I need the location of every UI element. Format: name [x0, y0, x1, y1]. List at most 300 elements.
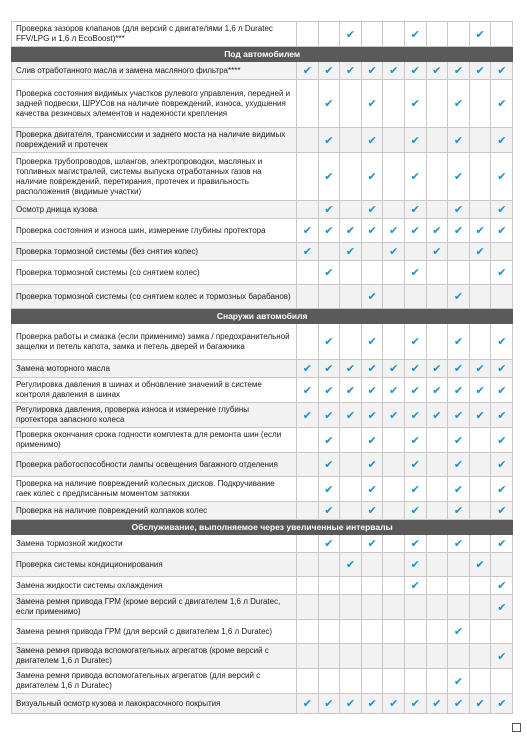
interval-cell: [491, 285, 513, 309]
interval-cell: [426, 243, 448, 261]
interval-cell: [469, 261, 491, 285]
operation-description: Визуальный осмотр кузова и лакокрасочного покрытия: [12, 694, 297, 714]
table-row: [12, 285, 513, 309]
interval-cell: [448, 620, 470, 644]
check-mark-icon: ✔: [410, 134, 420, 147]
interval-cell: [318, 553, 340, 577]
interval-cell: [297, 62, 319, 80]
interval-cell: [297, 378, 319, 403]
interval-cell: [318, 261, 340, 285]
section-title: Под автомобилем: [12, 47, 513, 62]
operation-description: Проверка трубопроводов, шлангов, электропроводки, масляных и топливных магистралей, системы выпуска отработанных газов на наличие повреждений, перетирания, протечек и правильность расположения (видимые участки): [12, 153, 297, 201]
interval-cell: [383, 153, 405, 201]
interval-cell: [426, 201, 448, 219]
interval-cell: [448, 285, 470, 309]
interval-cell: [297, 80, 319, 128]
check-mark-icon: ✔: [389, 409, 399, 422]
interval-cell: [318, 219, 340, 243]
table-row: [12, 22, 513, 47]
operation-description: Замена ремня привода вспомогательных агрегатов (для версий с двигателем 1,6 л Duratec): [12, 669, 297, 694]
interval-cell: [297, 243, 319, 261]
check-mark-icon: ✔: [410, 538, 420, 550]
table-row: [12, 669, 513, 694]
interval-cell: [318, 453, 340, 477]
interval-cell: [318, 22, 340, 47]
interval-cell: [426, 153, 448, 201]
check-mark-icon: ✔: [410, 559, 420, 571]
table-row: [12, 261, 513, 285]
interval-cell: [448, 553, 470, 577]
interval-cell: [318, 80, 340, 128]
interval-cell: [361, 535, 383, 553]
interval-cell: [383, 243, 405, 261]
check-mark-icon: ✔: [453, 626, 464, 638]
check-mark-icon: ✔: [453, 459, 464, 471]
interval-cell: [383, 644, 405, 669]
interval-cell: [448, 261, 470, 285]
interval-cell: [340, 428, 362, 453]
table-row: [12, 324, 513, 360]
interval-cell: [383, 219, 405, 243]
table-row: [12, 219, 513, 243]
interval-cell: [318, 428, 340, 453]
interval-cell: [426, 553, 448, 577]
check-mark-icon: ✔: [324, 434, 334, 447]
interval-cell: [448, 669, 470, 694]
interval-cell: [297, 22, 319, 47]
interval-cell: [404, 219, 426, 243]
interval-cell: [340, 261, 362, 285]
interval-cell: [383, 360, 405, 378]
interval-cell: [426, 477, 448, 502]
check-mark-icon: ✔: [453, 65, 464, 77]
check-mark-icon: ✔: [497, 698, 507, 710]
interval-cell: [426, 669, 448, 694]
interval-cell: [383, 535, 405, 553]
interval-cell: [448, 201, 470, 219]
interval-cell: [426, 403, 448, 428]
check-mark-icon: ✔: [367, 98, 377, 110]
check-mark-icon: ✔: [453, 363, 464, 375]
operation-description: Проверка тормозной системы (со снятием колес): [12, 261, 297, 285]
maintenance-schedule: [11, 21, 512, 714]
check-mark-icon: ✔: [410, 225, 420, 237]
operation-description: Замена ремня привода ГРМ (для версий с двигателем 1,6 л Duratec): [12, 620, 297, 644]
interval-cell: [297, 428, 319, 453]
check-mark-icon: ✔: [345, 409, 356, 422]
check-mark-icon: ✔: [410, 698, 420, 710]
interval-cell: [491, 644, 513, 669]
check-mark-icon: ✔: [475, 65, 485, 77]
interval-cell: [404, 644, 426, 669]
interval-cell: [491, 694, 513, 714]
interval-cell: [426, 595, 448, 620]
table-row: [12, 62, 513, 80]
interval-cell: [426, 644, 448, 669]
interval-cell: [426, 128, 448, 153]
check-mark-icon: ✔: [453, 98, 464, 110]
interval-cell: [361, 502, 383, 520]
interval-cell: [469, 22, 491, 47]
interval-cell: [426, 378, 448, 403]
check-mark-icon: ✔: [367, 384, 377, 397]
interval-cell: [361, 577, 383, 595]
check-mark-icon: ✔: [367, 225, 377, 237]
check-mark-icon: ✔: [497, 505, 507, 517]
interval-cell: [491, 219, 513, 243]
interval-cell: [383, 378, 405, 403]
interval-cell: [469, 694, 491, 714]
check-mark-icon: ✔: [367, 459, 377, 471]
check-mark-icon: ✔: [453, 225, 464, 237]
interval-cell: [361, 378, 383, 403]
check-mark-icon: ✔: [389, 698, 399, 710]
interval-cell: [340, 80, 362, 128]
interval-cell: [404, 153, 426, 201]
check-mark-icon: ✔: [497, 336, 507, 348]
check-mark-icon: ✔: [389, 65, 399, 77]
interval-cell: [318, 669, 340, 694]
interval-cell: [318, 243, 340, 261]
operation-description: Проверка работоспособности лампы освещения багажного отделения: [12, 453, 297, 477]
interval-cell: [340, 669, 362, 694]
interval-cell: [404, 595, 426, 620]
interval-cell: [361, 553, 383, 577]
interval-cell: [318, 62, 340, 80]
check-mark-icon: ✔: [367, 363, 377, 375]
interval-cell: [491, 62, 513, 80]
interval-cell: [297, 694, 319, 714]
interval-cell: [318, 153, 340, 201]
check-mark-icon: ✔: [302, 698, 312, 710]
check-mark-icon: ✔: [389, 246, 399, 258]
check-mark-icon: ✔: [410, 459, 420, 471]
interval-cell: [340, 620, 362, 644]
table-row: [12, 243, 513, 261]
resize-handle[interactable]: [512, 723, 521, 732]
operation-description: Слив отработанного масла и замена масляного фильтра****: [12, 62, 297, 80]
interval-cell: [318, 535, 340, 553]
interval-cell: [448, 502, 470, 520]
table-row: [12, 128, 513, 153]
interval-cell: [340, 553, 362, 577]
interval-cell: [297, 153, 319, 201]
interval-cell: [361, 694, 383, 714]
interval-cell: [404, 535, 426, 553]
check-mark-icon: ✔: [367, 204, 377, 216]
check-mark-icon: ✔: [432, 384, 442, 397]
interval-cell: [297, 669, 319, 694]
check-mark-icon: ✔: [475, 246, 485, 258]
check-mark-icon: ✔: [453, 538, 464, 550]
check-mark-icon: ✔: [324, 363, 334, 375]
interval-cell: [404, 403, 426, 428]
interval-cell: [340, 62, 362, 80]
table-row: [12, 153, 513, 201]
interval-cell: [318, 285, 340, 309]
interval-cell: [448, 694, 470, 714]
interval-cell: [426, 535, 448, 553]
interval-cell: [469, 477, 491, 502]
interval-cell: [491, 535, 513, 553]
operation-description: Проверка двигателя, трансмиссии и заднего моста на наличие видимых повреждений и протечек: [12, 128, 297, 153]
operation-description: Замена ремня привода вспомогательных агрегатов (кроме версий с двигателем 1,6 л Duratec): [12, 644, 297, 669]
interval-cell: [318, 403, 340, 428]
check-mark-icon: ✔: [497, 483, 507, 496]
interval-cell: [340, 285, 362, 309]
interval-cell: [491, 502, 513, 520]
check-mark-icon: ✔: [367, 505, 377, 517]
interval-cell: [404, 694, 426, 714]
operation-description: Проверка зазоров клапанов (для версий с двигателями 1,6 л Duratec FFV/LPG и 1,6 л EcoBoost)***: [12, 22, 297, 47]
check-mark-icon: ✔: [432, 363, 442, 375]
interval-cell: [383, 577, 405, 595]
table-row: [12, 428, 513, 453]
check-mark-icon: ✔: [453, 409, 464, 422]
interval-cell: [361, 153, 383, 201]
table-row: [12, 201, 513, 219]
check-mark-icon: ✔: [345, 384, 356, 397]
interval-cell: [404, 22, 426, 47]
check-mark-icon: ✔: [324, 171, 334, 183]
interval-cell: [491, 128, 513, 153]
interval-cell: [491, 595, 513, 620]
check-mark-icon: ✔: [453, 384, 464, 397]
check-mark-icon: ✔: [410, 505, 420, 517]
check-mark-icon: ✔: [367, 171, 377, 183]
interval-cell: [404, 261, 426, 285]
operation-description: Замена жидкости системы охлаждения: [12, 577, 297, 595]
interval-cell: [361, 644, 383, 669]
check-mark-icon: ✔: [497, 538, 507, 550]
interval-cell: [340, 22, 362, 47]
check-mark-icon: ✔: [410, 65, 420, 77]
check-mark-icon: ✔: [302, 246, 312, 258]
interval-cell: [383, 201, 405, 219]
interval-cell: [404, 553, 426, 577]
check-mark-icon: ✔: [497, 601, 507, 614]
interval-cell: [469, 553, 491, 577]
interval-cell: [318, 644, 340, 669]
interval-cell: [491, 553, 513, 577]
table-row: [12, 80, 513, 128]
check-mark-icon: ✔: [324, 204, 334, 216]
table-row: [12, 403, 513, 428]
interval-cell: [297, 403, 319, 428]
interval-cell: [491, 360, 513, 378]
interval-cell: [469, 577, 491, 595]
interval-cell: [383, 595, 405, 620]
check-mark-icon: ✔: [453, 134, 464, 147]
check-mark-icon: ✔: [345, 225, 356, 237]
check-mark-icon: ✔: [432, 225, 442, 237]
check-mark-icon: ✔: [497, 171, 507, 183]
section-title: Обслуживание, выполняемое через увеличенные интервалы: [12, 520, 513, 535]
interval-cell: [361, 324, 383, 360]
operation-description: Проверка работы и смазка (если применимо) замка / предохранительной защелки и петель капота, замка и петель дверей и багажника: [12, 324, 297, 360]
interval-cell: [340, 595, 362, 620]
interval-cell: [469, 595, 491, 620]
check-mark-icon: ✔: [410, 363, 420, 375]
interval-cell: [383, 261, 405, 285]
check-mark-icon: ✔: [302, 409, 312, 422]
interval-cell: [383, 502, 405, 520]
interval-cell: [297, 595, 319, 620]
interval-cell: [404, 577, 426, 595]
check-mark-icon: ✔: [453, 698, 464, 710]
interval-cell: [469, 360, 491, 378]
check-mark-icon: ✔: [475, 225, 485, 237]
interval-cell: [448, 428, 470, 453]
check-mark-icon: ✔: [475, 28, 485, 41]
interval-cell: [426, 694, 448, 714]
interval-cell: [297, 261, 319, 285]
check-mark-icon: ✔: [410, 483, 420, 496]
interval-cell: [426, 285, 448, 309]
check-mark-icon: ✔: [497, 267, 507, 279]
interval-cell: [318, 620, 340, 644]
interval-cell: [469, 153, 491, 201]
interval-cell: [318, 378, 340, 403]
interval-cell: [426, 577, 448, 595]
interval-cell: [426, 80, 448, 128]
section-header-row: [12, 309, 513, 324]
interval-cell: [448, 128, 470, 153]
table-row: [12, 577, 513, 595]
check-mark-icon: ✔: [345, 65, 356, 77]
check-mark-icon: ✔: [324, 505, 334, 517]
interval-cell: [426, 453, 448, 477]
operation-description: Проверка состояния видимых участков рулевого управления, передней и задней подвески, ШРУСов на наличие повреждений, износа, ухудшения качества резиновых элементов и надежности крепления: [12, 80, 297, 128]
check-mark-icon: ✔: [324, 409, 334, 422]
check-mark-icon: ✔: [367, 65, 377, 77]
operation-description: Проверка тормозной системы (со снятием колес и тормозных барабанов): [12, 285, 297, 309]
check-mark-icon: ✔: [475, 559, 485, 571]
check-mark-icon: ✔: [302, 384, 312, 397]
interval-cell: [404, 324, 426, 360]
check-mark-icon: ✔: [367, 291, 377, 303]
check-mark-icon: ✔: [475, 409, 485, 422]
table-row: [12, 535, 513, 553]
check-mark-icon: ✔: [453, 434, 464, 447]
interval-cell: [448, 453, 470, 477]
check-mark-icon: ✔: [345, 28, 356, 41]
interval-cell: [469, 428, 491, 453]
interval-cell: [426, 502, 448, 520]
interval-cell: [404, 669, 426, 694]
interval-cell: [340, 477, 362, 502]
section-title: Снаружи автомобиля: [12, 309, 513, 324]
interval-cell: [491, 153, 513, 201]
interval-cell: [361, 243, 383, 261]
interval-cell: [426, 261, 448, 285]
interval-cell: [448, 360, 470, 378]
interval-cell: [426, 620, 448, 644]
operation-description: Регулировка давления в шинах и обновление значений в системе контроля давления в шинах: [12, 378, 297, 403]
interval-cell: [448, 243, 470, 261]
interval-cell: [361, 403, 383, 428]
table-row: [12, 620, 513, 644]
check-mark-icon: ✔: [497, 580, 507, 592]
interval-cell: [340, 403, 362, 428]
interval-cell: [297, 620, 319, 644]
operation-description: Проверка состояния и износа шин, измерение глубины протектора: [12, 219, 297, 243]
interval-cell: [404, 428, 426, 453]
interval-cell: [340, 378, 362, 403]
interval-cell: [469, 620, 491, 644]
interval-cell: [361, 201, 383, 219]
check-mark-icon: ✔: [367, 538, 377, 550]
check-mark-icon: ✔: [324, 384, 334, 397]
interval-cell: [383, 453, 405, 477]
interval-cell: [448, 595, 470, 620]
interval-cell: [404, 453, 426, 477]
check-mark-icon: ✔: [324, 225, 334, 237]
operation-description: Замена ремня привода ГРМ (кроме версий с двигателем 1,6 л Duratec, если применимо): [12, 595, 297, 620]
check-mark-icon: ✔: [432, 409, 442, 422]
check-mark-icon: ✔: [410, 434, 420, 447]
interval-cell: [491, 22, 513, 47]
check-mark-icon: ✔: [324, 459, 334, 471]
interval-cell: [448, 535, 470, 553]
interval-cell: [448, 22, 470, 47]
table-body: [12, 22, 513, 714]
interval-cell: [297, 453, 319, 477]
interval-cell: [340, 128, 362, 153]
interval-cell: [297, 535, 319, 553]
interval-cell: [404, 360, 426, 378]
interval-cell: [361, 261, 383, 285]
interval-cell: [340, 453, 362, 477]
check-mark-icon: ✔: [497, 459, 507, 471]
operation-description: Проверка системы кондиционирования: [12, 553, 297, 577]
interval-cell: [448, 378, 470, 403]
check-mark-icon: ✔: [345, 363, 356, 375]
interval-cell: [404, 502, 426, 520]
interval-cell: [383, 324, 405, 360]
check-mark-icon: ✔: [367, 134, 377, 147]
interval-cell: [426, 22, 448, 47]
interval-cell: [297, 502, 319, 520]
interval-cell: [469, 128, 491, 153]
interval-cell: [340, 502, 362, 520]
interval-cell: [491, 80, 513, 128]
interval-cell: [361, 285, 383, 309]
interval-cell: [469, 378, 491, 403]
interval-cell: [361, 620, 383, 644]
operation-description: Проверка на наличие повреждений колесных дисков. Подкручивание гаек колес с предписанным моментом затяжки: [12, 477, 297, 502]
check-mark-icon: ✔: [453, 204, 464, 216]
check-mark-icon: ✔: [324, 698, 334, 710]
interval-cell: [404, 477, 426, 502]
interval-cell: [491, 201, 513, 219]
interval-cell: [361, 219, 383, 243]
check-mark-icon: ✔: [453, 171, 464, 183]
check-mark-icon: ✔: [432, 246, 442, 258]
interval-cell: [361, 360, 383, 378]
interval-cell: [469, 80, 491, 128]
check-mark-icon: ✔: [497, 204, 507, 216]
interval-cell: [491, 453, 513, 477]
interval-cell: [297, 285, 319, 309]
interval-cell: [469, 502, 491, 520]
table-row: [12, 360, 513, 378]
operation-description: Замена тормозной жидкости: [12, 535, 297, 553]
interval-cell: [404, 201, 426, 219]
table-row: [12, 595, 513, 620]
interval-cell: [297, 577, 319, 595]
interval-cell: [361, 80, 383, 128]
